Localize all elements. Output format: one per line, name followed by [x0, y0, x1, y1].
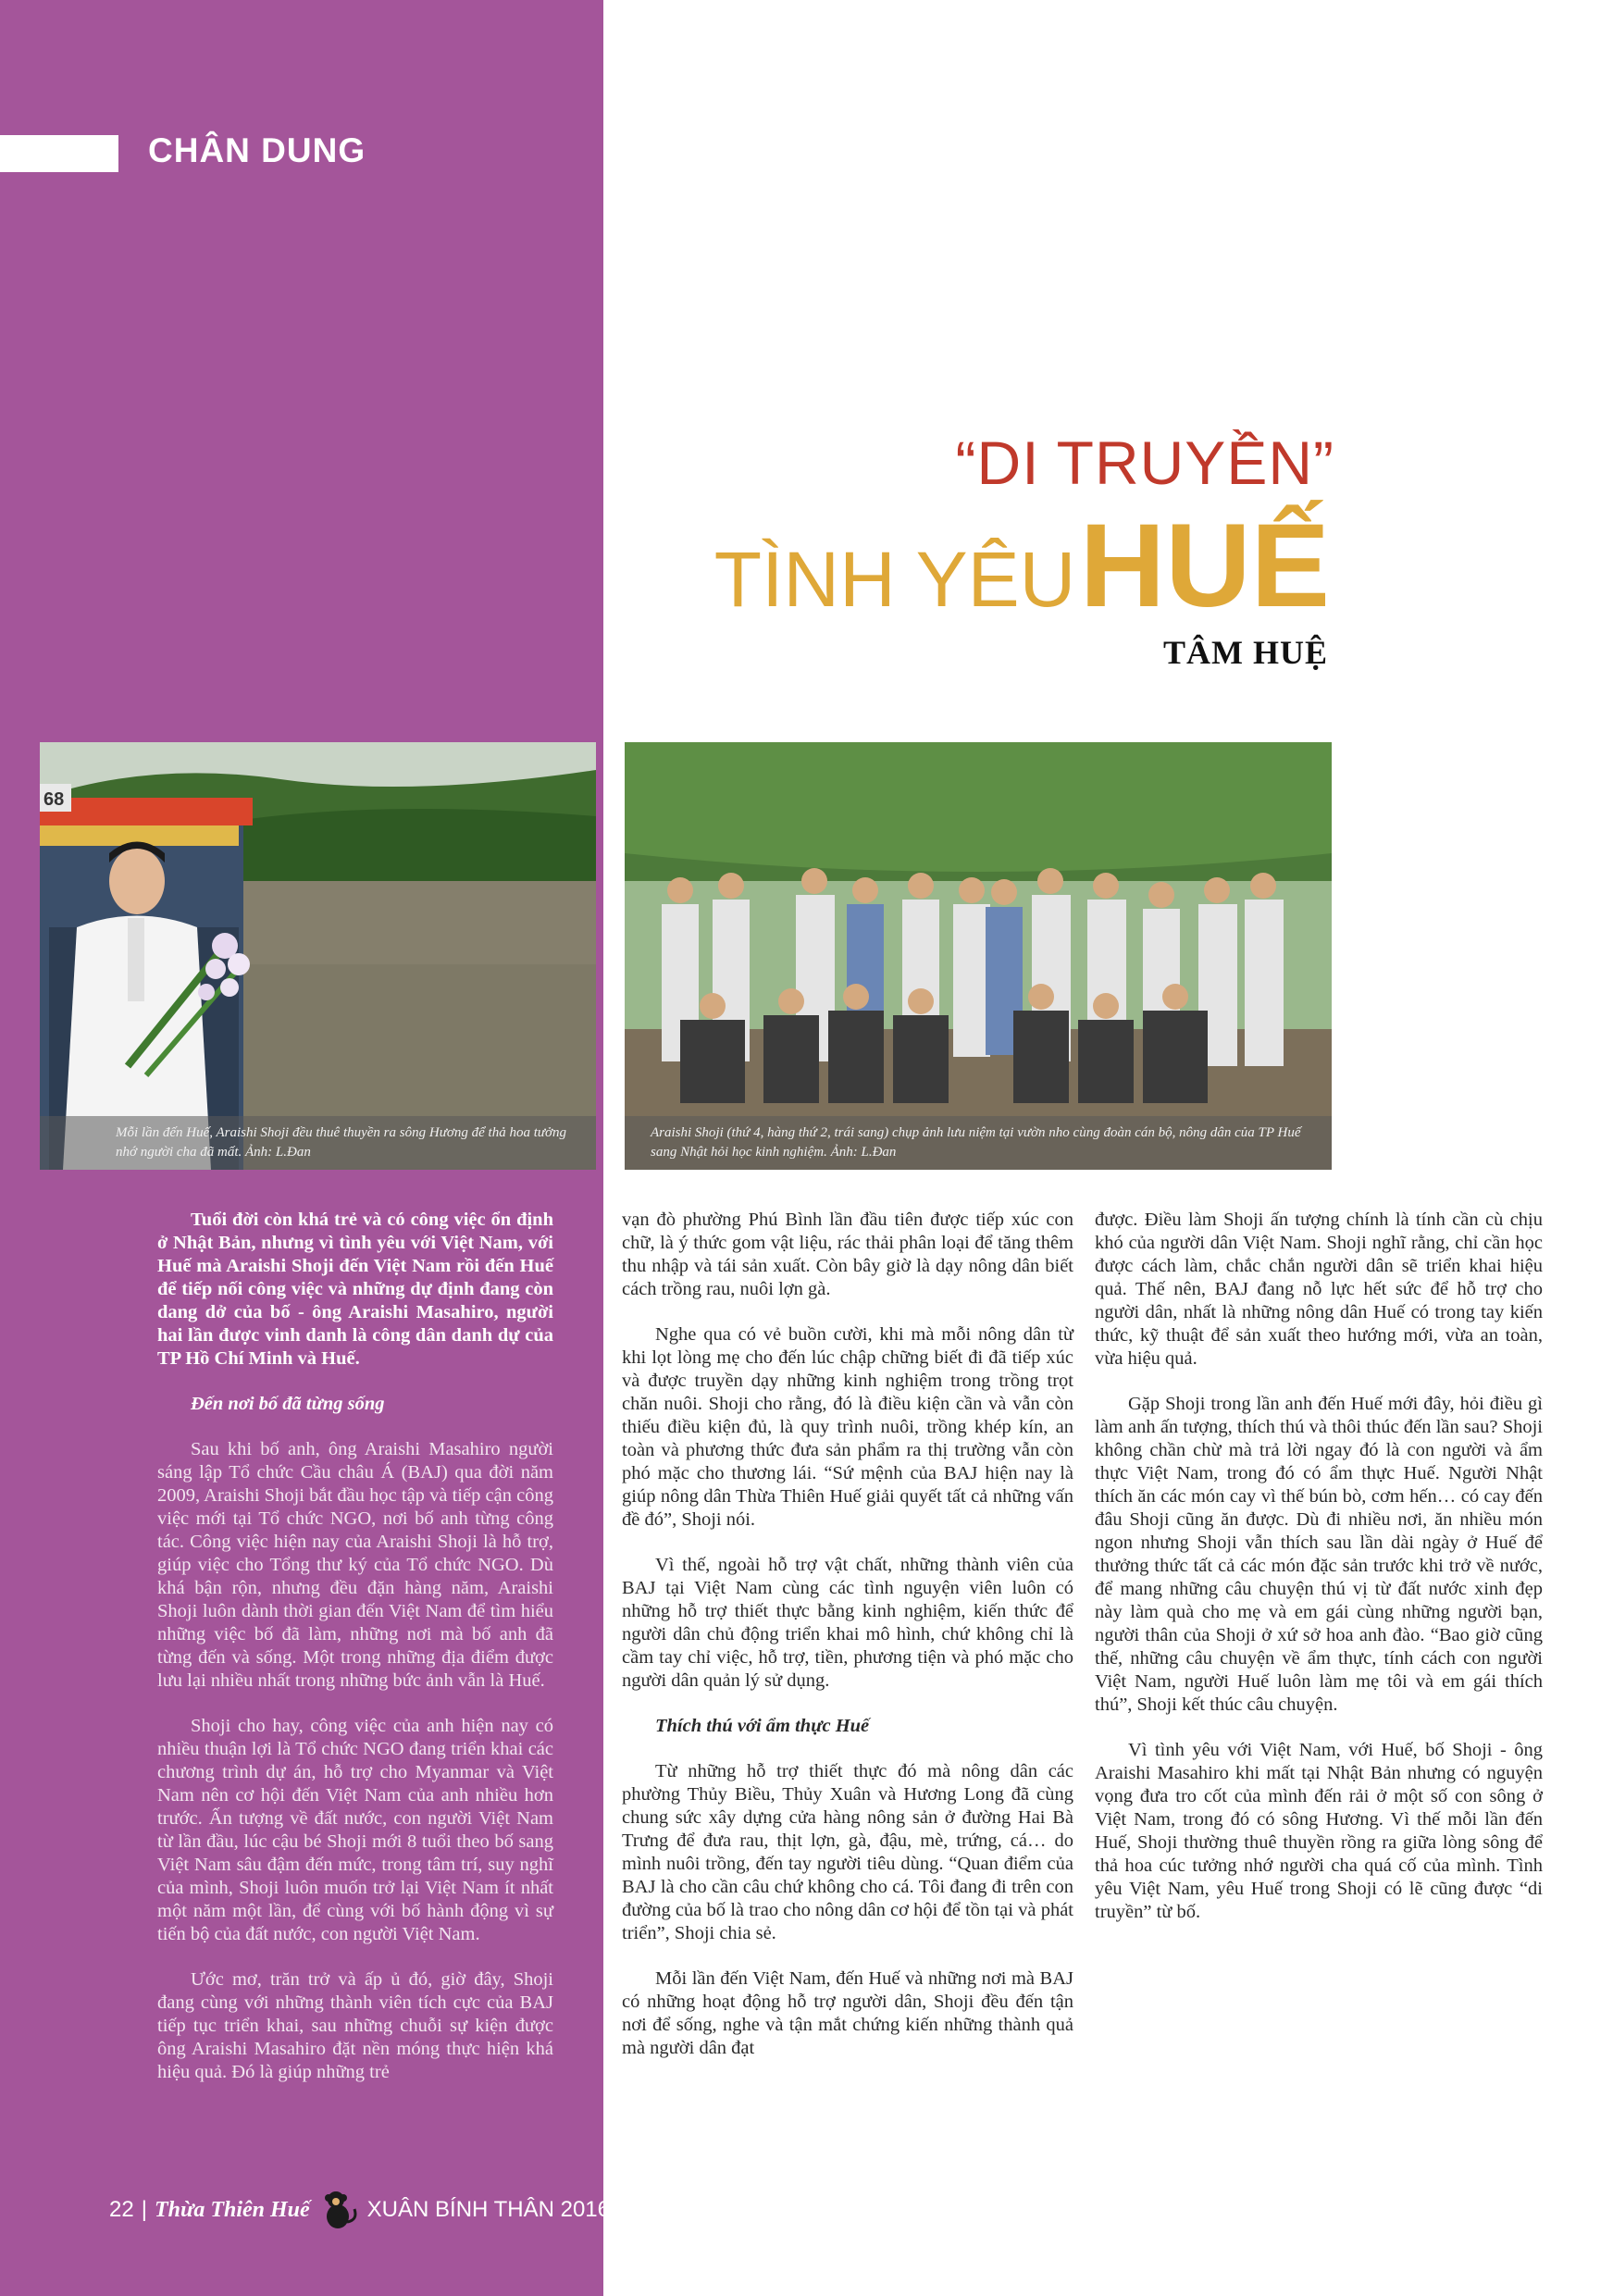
title-prefix: TÌNH YÊU	[713, 536, 1076, 623]
col1-paragraph-1: Sau khi bố anh, ông Araishi Masahiro người sáng lập Tổ chức Cầu châu Á (BAJ) qua đời năm 2009, Araishi Shoji bắt đầu học tập và tiếp cận công việc mới tại Tổ chức NGO, nơi bố anh từng công tác. Công việc hiện nay của Araishi Shoji là hỗ trợ, giúp việc cho Tổng thư ký của Tổ chức NGO. Dù khá bận rộn, nhưng đều đặn hàng năm, Araishi Shoji luôn dành thời gian đến Việt Nam để tìm hiểu những việc bố đã làm, những nơi mà bố anh đã từng đến và sống. Một trong những địa điểm được lưu lại nhiều nhất trong những bức ảnh vẫn là Huế.	[157, 1439, 553, 1691]
left-photo-caption: Mỗi lần đến Huế, Araishi Shoji đều thuê thuyền ra sông Hương để thả hoa tưởng nhớ người cha đã mất. Ảnh: L.Đan	[40, 1116, 596, 1170]
article-title-line1: “DI TRUYỀN”	[955, 428, 1334, 497]
article-column-3	[1095, 1209, 1543, 1946]
col2-paragraph-4: Từ những hỗ trợ thiết thực đó mà nông dân các phường Thủy Biều, Thủy Xuân và Hương Long đã cùng chung sức xây dựng cửa hàng nông sản ở đường Hai Bà Trưng để đưa rau, thịt lợn, gà, đậu, mè, trứng, cá… do mình nuôi trồng, đến tay người tiêu dùng. “Quan điểm của BAJ là cho cần câu chứ không cho cá. Tôi đang đi trên con đường của bố là trao cho nông dân cơ hội để tồn tại và phát triển”, Shoji chia sẻ.	[622, 1761, 1073, 1943]
article-author: TÂM HUỆ	[1163, 634, 1328, 671]
subheading-2: Thích thú với ẩm thực Huế	[655, 1716, 870, 1736]
page-number: 22	[109, 2197, 134, 2222]
photo-boat-river	[40, 742, 596, 1170]
magazine-name: Thừa Thiên Huế	[154, 2197, 310, 2222]
page-footer	[109, 2187, 610, 2233]
right-photo-caption: Araishi Shoji (thứ 4, hàng thứ 2, trái sang) chụp ảnh lưu niệm tại vườn nho cùng đoàn cán bộ, nông dân của TP Huế sang Nhật hỏi học kinh nghiệm. Ảnh: L.Đan	[625, 1116, 1332, 1170]
section-tag-bar	[0, 135, 118, 172]
col2-paragraph-3: Vì thế, ngoài hỗ trợ vật chất, những thành viên của BAJ tại Việt Nam cùng các tình nguyện viên luôn có những hỗ trợ thiết thực bằng kinh nghiệm, kiến thức để người dân chủ động triển khai mô hình, chứ không chỉ là cầm tay chỉ việc, hỗ trợ, tiền, phương tiện và phó mặc cho người dân quản lý sử dụng.	[622, 1555, 1073, 1691]
photo-vineyard-group	[625, 742, 1332, 1170]
article-lead: Tuổi đời còn khá trẻ và có công việc ổn định ở Nhật Bản, nhưng vì tình yêu với Việt Nam, với Huế mà Araishi Shoji đến Việt Nam rồi đến Huế để tiếp nối công việc và những dự định đang còn dang dở của bố - ông Araishi Masahiro, người hai lần được vinh danh là công dân danh dự của TP Hồ Chí Minh và Huế.	[157, 1210, 553, 1369]
boat-number: 68	[43, 789, 65, 810]
col3-paragraph-3: Vì tình yêu với Việt Nam, với Huế, bố Shoji - ông Araishi Masahiro khi mất tại Nhật Bản nhưng có nguyện vọng đưa tro cốt của mình đến rải ở một số con sông ở Việt Nam, trong đó có sông Hương. Vì thế mỗi lần đến Huế, Shoji thường thuê thuyền rồng ra giữa lòng sông để thả hoa cúc tưởng nhớ người cha quá cố của mình. Tình yêu Việt Nam, yêu Huế trong Shoji có lẽ cũng được “di truyền” từ bố.	[1095, 1740, 1543, 1922]
article-title-line2	[713, 500, 1330, 632]
boat-river-image	[40, 742, 596, 1170]
article-column-1	[157, 1209, 553, 2106]
section-label: CHÂN DUNG	[148, 131, 366, 169]
article-column-2	[622, 1209, 1073, 2082]
issue-label: XUÂN BÍNH THÂN 2016	[366, 2197, 610, 2222]
subheading-1: Đến nơi bố đã từng sống	[191, 1394, 385, 1414]
col2-paragraph-5: Mỗi lần đến Việt Nam, đến Huế và những nơi mà BAJ có những hoạt động hỗ trợ người dân, Shoji đều đến tận nơi để sống, nghe và tận mắt chứng kiến những thành quả mà người dân đạt	[622, 1968, 1073, 2058]
monkey-icon	[317, 2187, 360, 2233]
col2-paragraph-1: vạn đò phường Phú Bình lần đầu tiên được tiếp xúc con chữ, là ý thức gom vật liệu, rác thải phân loại để tăng thêm thu nhập và tái sản xuất. Còn bây giờ là dạy nông dân biết cách trồng rau, nuôi lợn gà.	[622, 1210, 1073, 1299]
footer-divider: |	[141, 2197, 147, 2222]
col1-paragraph-2: Shoji cho hay, công việc của anh hiện nay có nhiều thuận lợi là Tổ chức NGO đang triển khai các chương trình dự án, hỗ trợ cho Myanmar và Việt Nam nên cơ hội đến Việt Nam của anh nhiều hơn trước. Ấn tượng về đất nước, con người Việt Nam từ lần đầu, lúc cậu bé Shoji mới 8 tuổi theo bố sang Việt Nam sâu đậm đến mức, trong tâm trí, suy nghĩ của mình, Shoji luôn muốn trở lại Việt Nam ít nhất một năm một lần, để cùng với bố hành động vì sự tiến bộ của đất nước, con người Việt Nam.	[157, 1716, 553, 1944]
col3-paragraph-2: Gặp Shoji trong lần anh đến Huế mới đây, hỏi điều gì làm anh ấn tượng, thích thú và thôi thúc đến lần sau? Shoji không chần chừ mà trả lời ngay đó là con người và ẩm thực Việt Nam, trong đó có ẩm thực Huế. Người Nhật thích ăn các món cay vì thế bún bò, cơm hến… có cay đến đâu Shoji cũng ăn được. Dù đi nhiều nơi, ăn nhiều món ngon nhưng Shoji vẫn thích sau lần dài ngày ở Huế để thưởng thức tất cả các món đặc sản trước khi trở về nước, để mang những câu chuyện thú vị từ đất nước xinh đẹp này làm quà cho mẹ và em gái cùng những người bạn, người thân của Shoji ở xứ sở hoa anh đào. “Bao giờ cũng thế, những câu chuyện về ẩm thực, tính cách con người Việt Nam, người Huế luôn làm mẹ tôi và em gái thích thú”, Shoji kết thúc câu chuyện.	[1095, 1394, 1543, 1715]
vineyard-group-image	[625, 742, 1332, 1170]
col2-paragraph-2: Nghe qua có vẻ buồn cười, khi mà mỗi nông dân từ khi lọt lòng mẹ cho đến lúc chập chững biết đi đã tiếp xúc và được truyền dạy những kinh nghiệm trong trồng trọt chăn nuôi. Shoji cho rằng, đó là điều kiện cần và vẫn còn thiếu điều kiện đủ, là quy trình nuôi, trồng khép kín, an toàn và phương thức đưa sản phẩm ra thị trường vẫn còn phó mặc cho thương lái. “Sứ mệnh của BAJ hiện nay là giúp nông dân Thừa Thiên Huế giải quyết tất cả những vấn đề đó”, Shoji nói.	[622, 1324, 1073, 1530]
col1-paragraph-3: Ước mơ, trăn trở và ấp ủ đó, giờ đây, Shoji đang cùng với những thành viên tích cực của BAJ tiếp tục triển khai, sau những chuỗi sự kiện được ông Araishi Masahiro đặt nền móng thực hiện khá hiệu quả. Đó là giúp những trẻ	[157, 1969, 553, 2082]
col3-paragraph-1: được. Điều làm Shoji ấn tượng chính là tính cần cù chịu khó của người dân Việt Nam. Shoji nghĩ rằng, chỉ cần học được cách làm, chắc chắn người dân sẽ triển khai hiệu quả. Thế nên, BAJ đang nỗ lực hết sức để hỗ trợ cho người dân, nhất là những nông dân Huế có trong tay kiến thức, kỹ thuật để sản xuất theo hướng mới, vừa an toàn, vừa hiệu quả.	[1095, 1210, 1543, 1369]
title-highlight: HUẾ	[1079, 500, 1330, 632]
